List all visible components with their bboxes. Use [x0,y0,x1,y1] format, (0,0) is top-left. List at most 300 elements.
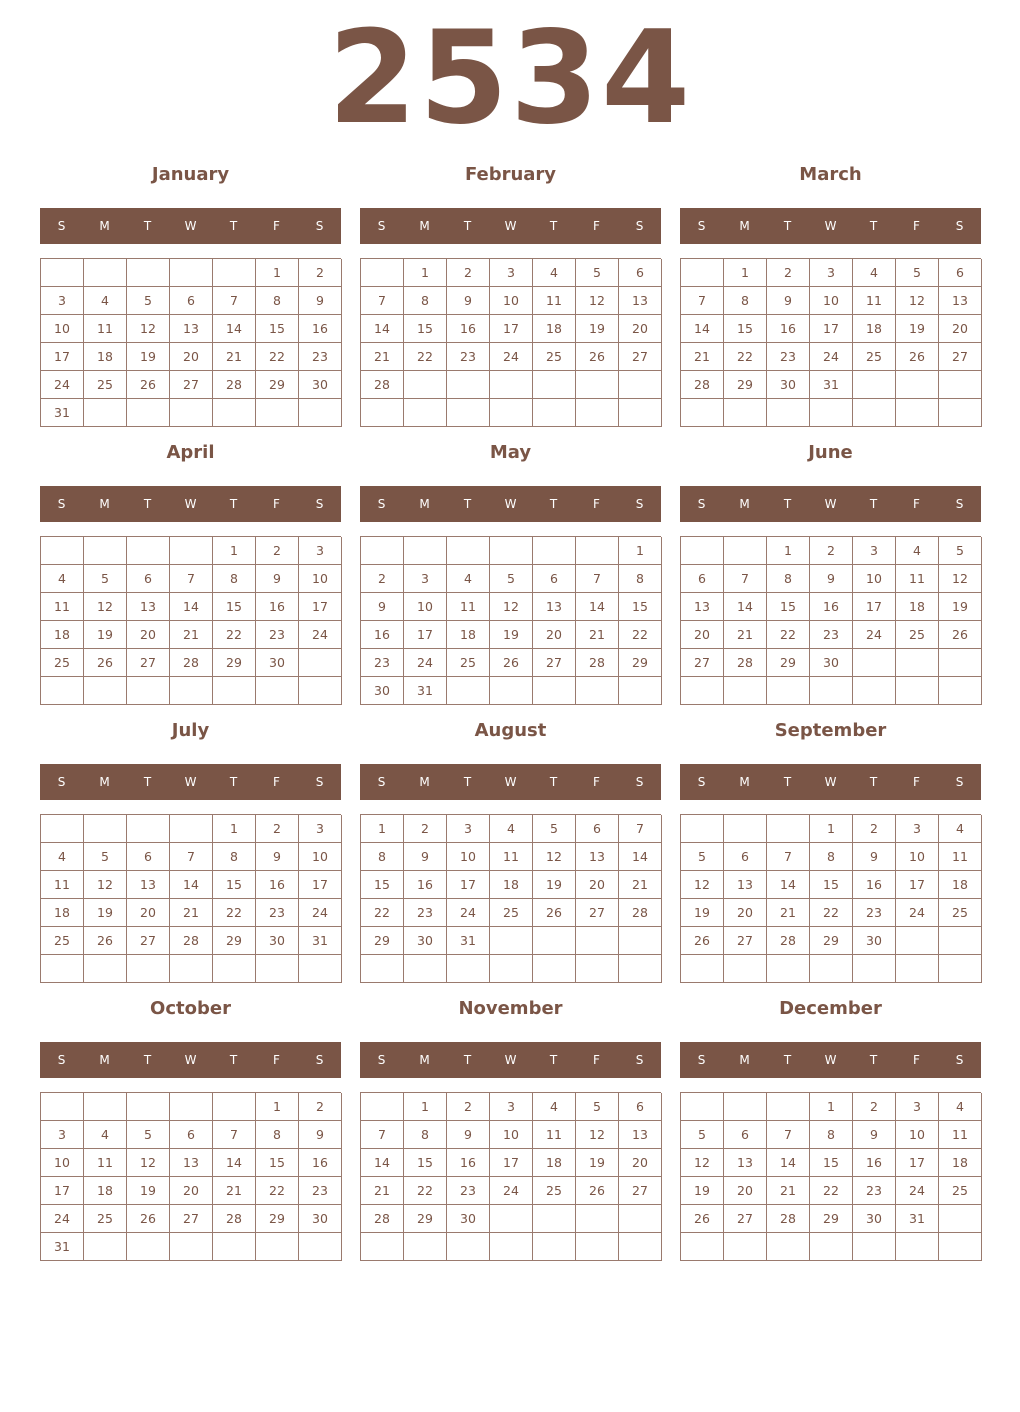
day-cell: 12 [576,1121,619,1149]
day-cell: 25 [533,1177,576,1205]
day-cell: 22 [724,343,767,371]
empty-day-cell [619,677,662,705]
empty-day-cell [170,677,213,705]
day-cell: 21 [724,621,767,649]
day-cell: 30 [256,927,299,955]
day-cell: 27 [619,1177,662,1205]
empty-day-cell [724,955,767,983]
day-cell: 19 [84,621,127,649]
day-cell: 3 [299,815,342,843]
day-cell: 13 [127,593,170,621]
day-cell: 29 [256,1205,299,1233]
day-cell: 27 [619,343,662,371]
weekday-label: S [697,1053,706,1067]
day-cell: 18 [490,871,533,899]
day-cell: 27 [939,343,982,371]
empty-day-cell [939,927,982,955]
weekday-label: S [697,775,706,789]
day-cell: 30 [299,1205,342,1233]
day-cell: 30 [853,927,896,955]
empty-day-cell [724,1093,767,1121]
day-cell: 26 [127,1205,170,1233]
day-cell: 13 [170,315,213,343]
empty-day-cell [939,955,982,983]
day-cell: 22 [361,899,404,927]
day-cell: 30 [361,677,404,705]
day-cell: 23 [256,621,299,649]
day-cell: 21 [767,1177,810,1205]
day-cell: 2 [361,565,404,593]
empty-day-cell [576,371,619,399]
weekday-label: M [419,1053,430,1067]
empty-day-cell [213,1093,256,1121]
weekday-label: F [913,497,920,511]
day-cell: 2 [447,1093,490,1121]
month-name: May [489,442,532,463]
day-cell: 2 [256,815,299,843]
weekday-label: T [229,1053,238,1067]
day-cell: 28 [724,649,767,677]
weekday-label: W [184,219,197,233]
weekday-label: S [697,219,706,233]
day-cell: 5 [896,259,939,287]
day-cell: 8 [213,565,256,593]
day-cell: 13 [170,1149,213,1177]
day-cell: 25 [447,649,490,677]
day-cell: 6 [681,565,724,593]
weekday-label: W [184,1053,197,1067]
day-cell: 23 [767,343,810,371]
day-cell: 31 [41,399,84,427]
day-cell: 21 [213,343,256,371]
day-cell: 11 [84,1149,127,1177]
empty-day-cell [170,259,213,287]
day-cell: 4 [939,1093,982,1121]
day-cell: 22 [213,899,256,927]
day-cell: 4 [896,537,939,565]
day-cell: 9 [256,565,299,593]
day-cell: 13 [939,287,982,315]
day-cell: 8 [619,565,662,593]
day-cell: 25 [41,649,84,677]
day-cell: 19 [896,315,939,343]
day-cell: 1 [213,815,256,843]
empty-day-cell [490,399,533,427]
empty-day-cell [619,1205,662,1233]
day-grid [360,536,661,705]
day-cell: 24 [490,343,533,371]
empty-day-cell [681,537,724,565]
weekday-label: T [229,219,238,233]
empty-day-cell [299,649,342,677]
day-cell: 10 [41,315,84,343]
day-cell: 16 [810,593,853,621]
empty-day-cell [170,955,213,983]
day-cell: 4 [84,287,127,315]
day-cell: 5 [490,565,533,593]
empty-day-cell [490,1233,533,1261]
day-cell: 1 [404,1093,447,1121]
day-cell: 20 [533,621,576,649]
day-cell: 14 [170,871,213,899]
day-cell: 31 [896,1205,939,1233]
year-title: 2534 [327,4,693,153]
day-cell: 4 [447,565,490,593]
day-cell: 9 [447,1121,490,1149]
day-cell: 2 [299,1093,342,1121]
day-grid [680,1092,981,1261]
day-cell: 6 [127,565,170,593]
day-cell: 29 [810,927,853,955]
day-cell: 25 [896,621,939,649]
empty-day-cell [767,677,810,705]
day-cell: 28 [170,927,213,955]
empty-day-cell [939,1233,982,1261]
day-cell: 15 [404,315,447,343]
day-cell: 10 [896,843,939,871]
day-cell: 16 [256,871,299,899]
empty-day-cell [533,677,576,705]
day-cell: 16 [447,315,490,343]
day-cell: 11 [490,843,533,871]
weekday-label: S [697,497,706,511]
day-cell: 28 [361,1205,404,1233]
weekday-label: W [824,219,837,233]
day-cell: 5 [576,259,619,287]
empty-day-cell [490,927,533,955]
empty-day-cell [896,677,939,705]
day-cell: 26 [84,649,127,677]
day-cell: 7 [576,565,619,593]
empty-day-cell [490,1205,533,1233]
weekday-header [680,486,981,522]
empty-day-cell [213,1233,256,1261]
day-grid [40,258,341,427]
empty-day-cell [127,815,170,843]
weekday-label: F [593,1053,600,1067]
empty-day-cell [404,371,447,399]
empty-day-cell [576,1233,619,1261]
weekday-label: S [635,497,644,511]
day-grid [40,814,341,983]
day-cell: 5 [681,843,724,871]
weekday-label: T [549,219,558,233]
weekday-label: F [593,775,600,789]
weekday-label: T [463,775,472,789]
day-cell: 17 [41,343,84,371]
weekday-label: W [504,1053,517,1067]
empty-day-cell [681,399,724,427]
day-cell: 27 [724,927,767,955]
empty-day-cell [576,1205,619,1233]
day-cell: 28 [213,1205,256,1233]
day-cell: 9 [299,1121,342,1149]
empty-day-cell [724,815,767,843]
month-name: November [458,998,563,1019]
weekday-label: M [739,497,750,511]
weekday-label: T [463,1053,472,1067]
day-cell: 25 [939,899,982,927]
empty-day-cell [361,1233,404,1261]
day-cell: 19 [939,593,982,621]
day-cell: 5 [127,287,170,315]
month-name: April [166,442,215,463]
day-cell: 16 [299,1149,342,1177]
empty-day-cell [724,537,767,565]
day-cell: 14 [767,1149,810,1177]
day-cell: 13 [724,1149,767,1177]
day-cell: 17 [896,1149,939,1177]
day-cell: 18 [41,899,84,927]
day-cell: 4 [533,259,576,287]
empty-day-cell [404,1233,447,1261]
day-cell: 28 [170,649,213,677]
day-cell: 9 [810,565,853,593]
empty-day-cell [619,371,662,399]
day-cell: 6 [619,1093,662,1121]
day-cell: 22 [404,343,447,371]
day-cell: 22 [256,343,299,371]
empty-day-cell [533,371,576,399]
empty-day-cell [127,537,170,565]
day-cell: 23 [361,649,404,677]
empty-day-cell [447,955,490,983]
day-cell: 27 [127,927,170,955]
day-grid [360,1092,661,1261]
weekday-label: T [143,497,152,511]
day-cell: 22 [256,1177,299,1205]
day-cell: 29 [724,371,767,399]
empty-day-cell [170,537,213,565]
day-cell: 9 [853,1121,896,1149]
day-cell: 11 [533,287,576,315]
day-cell: 23 [256,899,299,927]
day-grid [680,258,981,427]
day-cell: 13 [724,871,767,899]
day-cell: 17 [299,871,342,899]
day-cell: 5 [84,565,127,593]
day-cell: 3 [299,537,342,565]
day-cell: 8 [810,843,853,871]
day-cell: 16 [299,315,342,343]
empty-day-cell [853,1233,896,1261]
day-cell: 7 [213,287,256,315]
day-cell: 19 [681,899,724,927]
empty-day-cell [767,815,810,843]
day-cell: 8 [256,1121,299,1149]
day-cell: 21 [213,1177,256,1205]
weekday-label: S [955,775,964,789]
weekday-label: S [377,775,386,789]
day-cell: 7 [213,1121,256,1149]
day-cell: 24 [299,621,342,649]
weekday-header [40,764,341,800]
day-cell: 24 [41,371,84,399]
weekday-label: M [739,1053,750,1067]
day-cell: 26 [896,343,939,371]
day-cell: 8 [404,1121,447,1149]
weekday-label: T [463,219,472,233]
day-cell: 20 [127,621,170,649]
month-name: August [474,720,547,741]
empty-day-cell [853,371,896,399]
day-cell: 13 [681,593,724,621]
day-cell: 3 [896,1093,939,1121]
day-cell: 2 [299,259,342,287]
empty-day-cell [299,399,342,427]
day-cell: 3 [41,1121,84,1149]
day-cell: 20 [939,315,982,343]
weekday-header [360,764,661,800]
day-cell: 31 [447,927,490,955]
day-cell: 6 [533,565,576,593]
day-cell: 16 [256,593,299,621]
day-cell: 5 [681,1121,724,1149]
empty-day-cell [256,1233,299,1261]
day-cell: 20 [724,1177,767,1205]
day-cell: 6 [127,843,170,871]
day-cell: 1 [810,815,853,843]
empty-day-cell [127,1093,170,1121]
weekday-label: S [57,497,66,511]
day-cell: 2 [853,1093,896,1121]
month-name: January [151,164,230,185]
weekday-label: S [315,219,324,233]
empty-day-cell [170,815,213,843]
empty-day-cell [533,1205,576,1233]
weekday-label: S [57,219,66,233]
day-cell: 6 [170,287,213,315]
day-cell: 19 [127,343,170,371]
day-cell: 24 [896,1177,939,1205]
empty-day-cell [170,1233,213,1261]
day-grid [40,536,341,705]
day-cell: 15 [810,1149,853,1177]
day-cell: 11 [533,1121,576,1149]
day-grid [680,536,981,705]
day-cell: 8 [213,843,256,871]
day-cell: 17 [853,593,896,621]
day-cell: 27 [127,649,170,677]
day-cell: 1 [767,537,810,565]
day-cell: 3 [447,815,490,843]
day-cell: 10 [299,843,342,871]
day-cell: 21 [681,343,724,371]
day-cell: 2 [256,537,299,565]
day-cell: 31 [810,371,853,399]
day-cell: 14 [213,315,256,343]
day-cell: 21 [361,1177,404,1205]
day-cell: 23 [853,1177,896,1205]
day-cell: 14 [724,593,767,621]
weekday-label: F [913,775,920,789]
empty-day-cell [41,1093,84,1121]
weekday-label: S [377,497,386,511]
weekday-header [40,486,341,522]
empty-day-cell [299,1233,342,1261]
empty-day-cell [853,955,896,983]
day-cell: 22 [619,621,662,649]
day-cell: 6 [170,1121,213,1149]
day-cell: 23 [299,1177,342,1205]
day-cell: 15 [810,871,853,899]
day-cell: 30 [810,649,853,677]
day-cell: 29 [767,649,810,677]
day-cell: 11 [939,1121,982,1149]
day-cell: 17 [810,315,853,343]
day-cell: 12 [84,593,127,621]
empty-day-cell [213,399,256,427]
empty-day-cell [576,399,619,427]
day-cell: 22 [404,1177,447,1205]
day-cell: 8 [810,1121,853,1149]
weekday-label: T [143,775,152,789]
day-cell: 31 [41,1233,84,1261]
day-cell: 12 [681,1149,724,1177]
empty-day-cell [939,1205,982,1233]
day-cell: 26 [939,621,982,649]
weekday-label: S [635,775,644,789]
weekday-label: T [229,775,238,789]
day-cell: 5 [939,537,982,565]
day-cell: 18 [41,621,84,649]
day-cell: 6 [939,259,982,287]
day-cell: 25 [533,343,576,371]
day-cell: 21 [361,343,404,371]
day-cell: 9 [299,287,342,315]
day-cell: 19 [681,1177,724,1205]
day-cell: 25 [84,371,127,399]
day-grid [40,1092,341,1261]
empty-day-cell [127,955,170,983]
day-cell: 26 [576,1177,619,1205]
day-cell: 21 [619,871,662,899]
weekday-header [360,486,661,522]
weekday-label: T [143,219,152,233]
day-cell: 20 [127,899,170,927]
day-cell: 10 [853,565,896,593]
empty-day-cell [84,1093,127,1121]
day-cell: 17 [896,871,939,899]
month-name: December [779,998,882,1019]
day-cell: 26 [84,927,127,955]
day-cell: 14 [361,1149,404,1177]
empty-day-cell [681,955,724,983]
day-cell: 28 [619,899,662,927]
weekday-label: S [955,497,964,511]
day-cell: 28 [767,1205,810,1233]
day-cell: 27 [170,371,213,399]
day-cell: 17 [447,871,490,899]
day-cell: 18 [447,621,490,649]
weekday-header [360,208,661,244]
day-cell: 7 [361,1121,404,1149]
weekday-label: S [635,219,644,233]
day-cell: 12 [84,871,127,899]
day-cell: 23 [447,1177,490,1205]
weekday-label: M [419,775,430,789]
weekday-label: T [869,497,878,511]
empty-day-cell [896,927,939,955]
day-cell: 19 [576,315,619,343]
day-cell: 11 [84,315,127,343]
empty-day-cell [490,955,533,983]
empty-day-cell [299,955,342,983]
weekday-label: F [593,219,600,233]
month-name: June [808,442,853,463]
day-cell: 8 [361,843,404,871]
month-name: July [171,720,210,741]
